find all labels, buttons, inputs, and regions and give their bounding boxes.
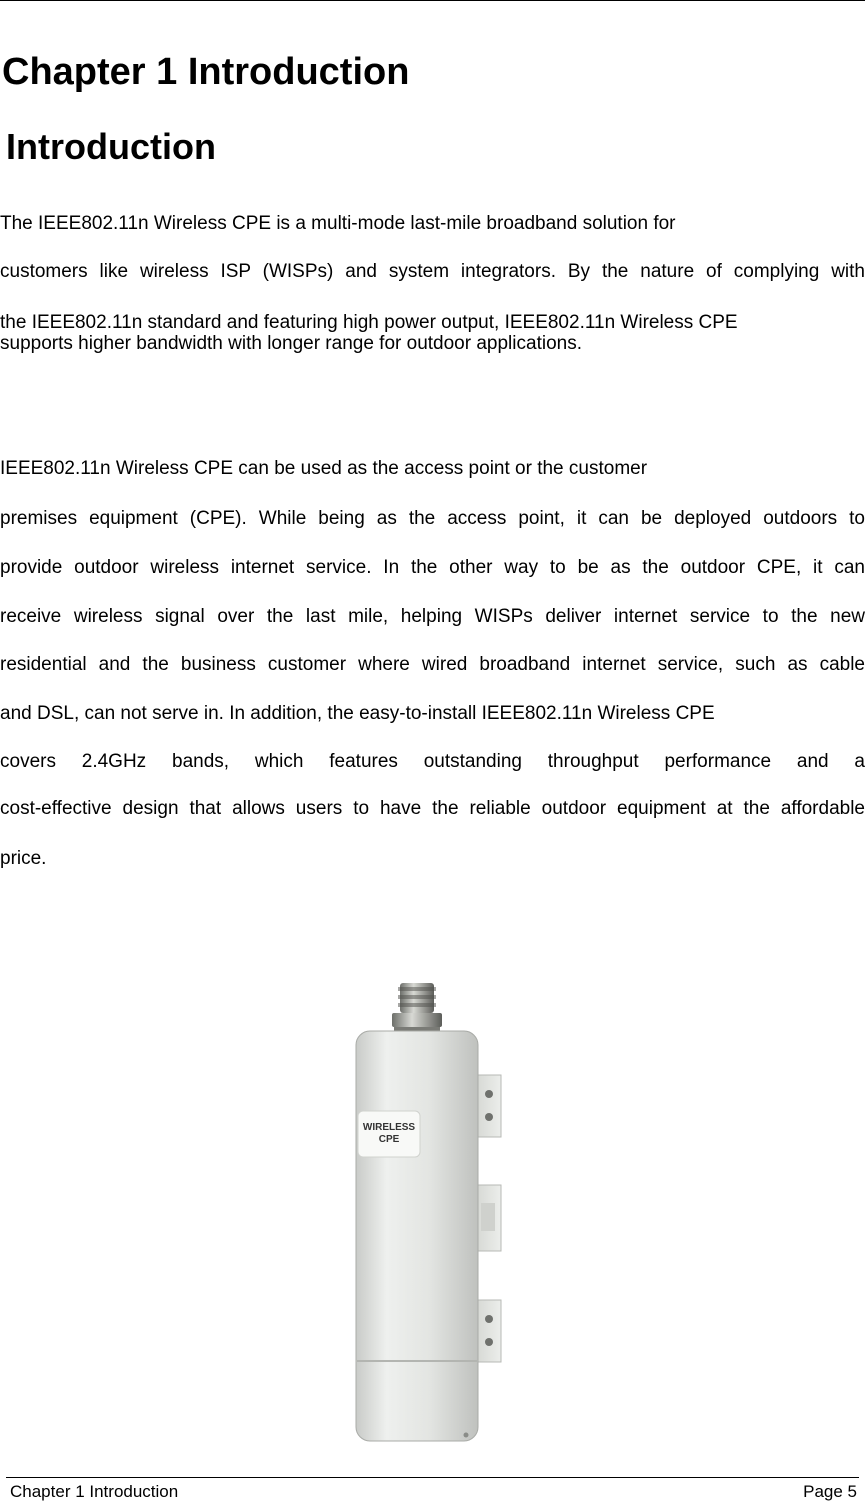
- paragraph-line: cost-effective design that allows users to have the reliable outdoor equipment at the affordable: [0, 798, 865, 819]
- mounting-brackets: [475, 1075, 501, 1362]
- paragraph-line: price.: [0, 848, 47, 869]
- wireless-cpe-device-photo: [340, 975, 530, 1450]
- paragraph-line: customers like wireless ISP (WISPs) and system integrators. By the nature of complying with: [0, 261, 865, 282]
- device-label-line2: CPE: [378, 1134, 400, 1145]
- footer-rule: [6, 1477, 859, 1478]
- antenna-connector: [392, 983, 442, 1033]
- paragraph-line: residential and the business customer where wired broadband internet service, such as cable: [0, 654, 865, 675]
- device-body: [356, 1031, 478, 1441]
- top-rule: [0, 0, 865, 1]
- paragraph-line: the IEEE802.11n standard and featuring high power output, IEEE802.11n Wireless CPE: [0, 312, 738, 333]
- paragraph-line: provide outdoor wireless internet service. In the other way to be as the outdoor CPE, it can: [0, 557, 865, 578]
- footer-chapter-name: Chapter 1 Introduction: [10, 1482, 179, 1501]
- chapter-title: Chapter 1 Introduction: [2, 51, 410, 93]
- paragraph-line: IEEE802.11n Wireless CPE can be used as the access point or the customer: [0, 458, 648, 479]
- paragraph-line: receive wireless signal over the last mile, helping WISPs deliver internet service to the new: [0, 606, 865, 627]
- paragraph-line: supports higher bandwidth with longer range for outdoor applications.: [0, 333, 582, 354]
- device-screw: [464, 1433, 469, 1438]
- paragraph-line: covers 2.4GHz bands, which features outstanding throughput performance and a: [0, 751, 865, 772]
- paragraph-line: The IEEE802.11n Wireless CPE is a multi-mode last-mile broadband solution for: [0, 213, 676, 234]
- paragraph-line: and DSL, can not serve in. In addition, the easy-to-install IEEE802.11n Wireless CPE: [0, 703, 715, 724]
- device-label-line1: WIRELESS: [362, 1122, 416, 1133]
- footer-page-number: Page 5: [803, 1482, 857, 1501]
- section-title: Introduction: [6, 126, 216, 167]
- paragraph-line: premises equipment (CPE). While being as the access point, it can be deployed outdoors to: [0, 508, 865, 529]
